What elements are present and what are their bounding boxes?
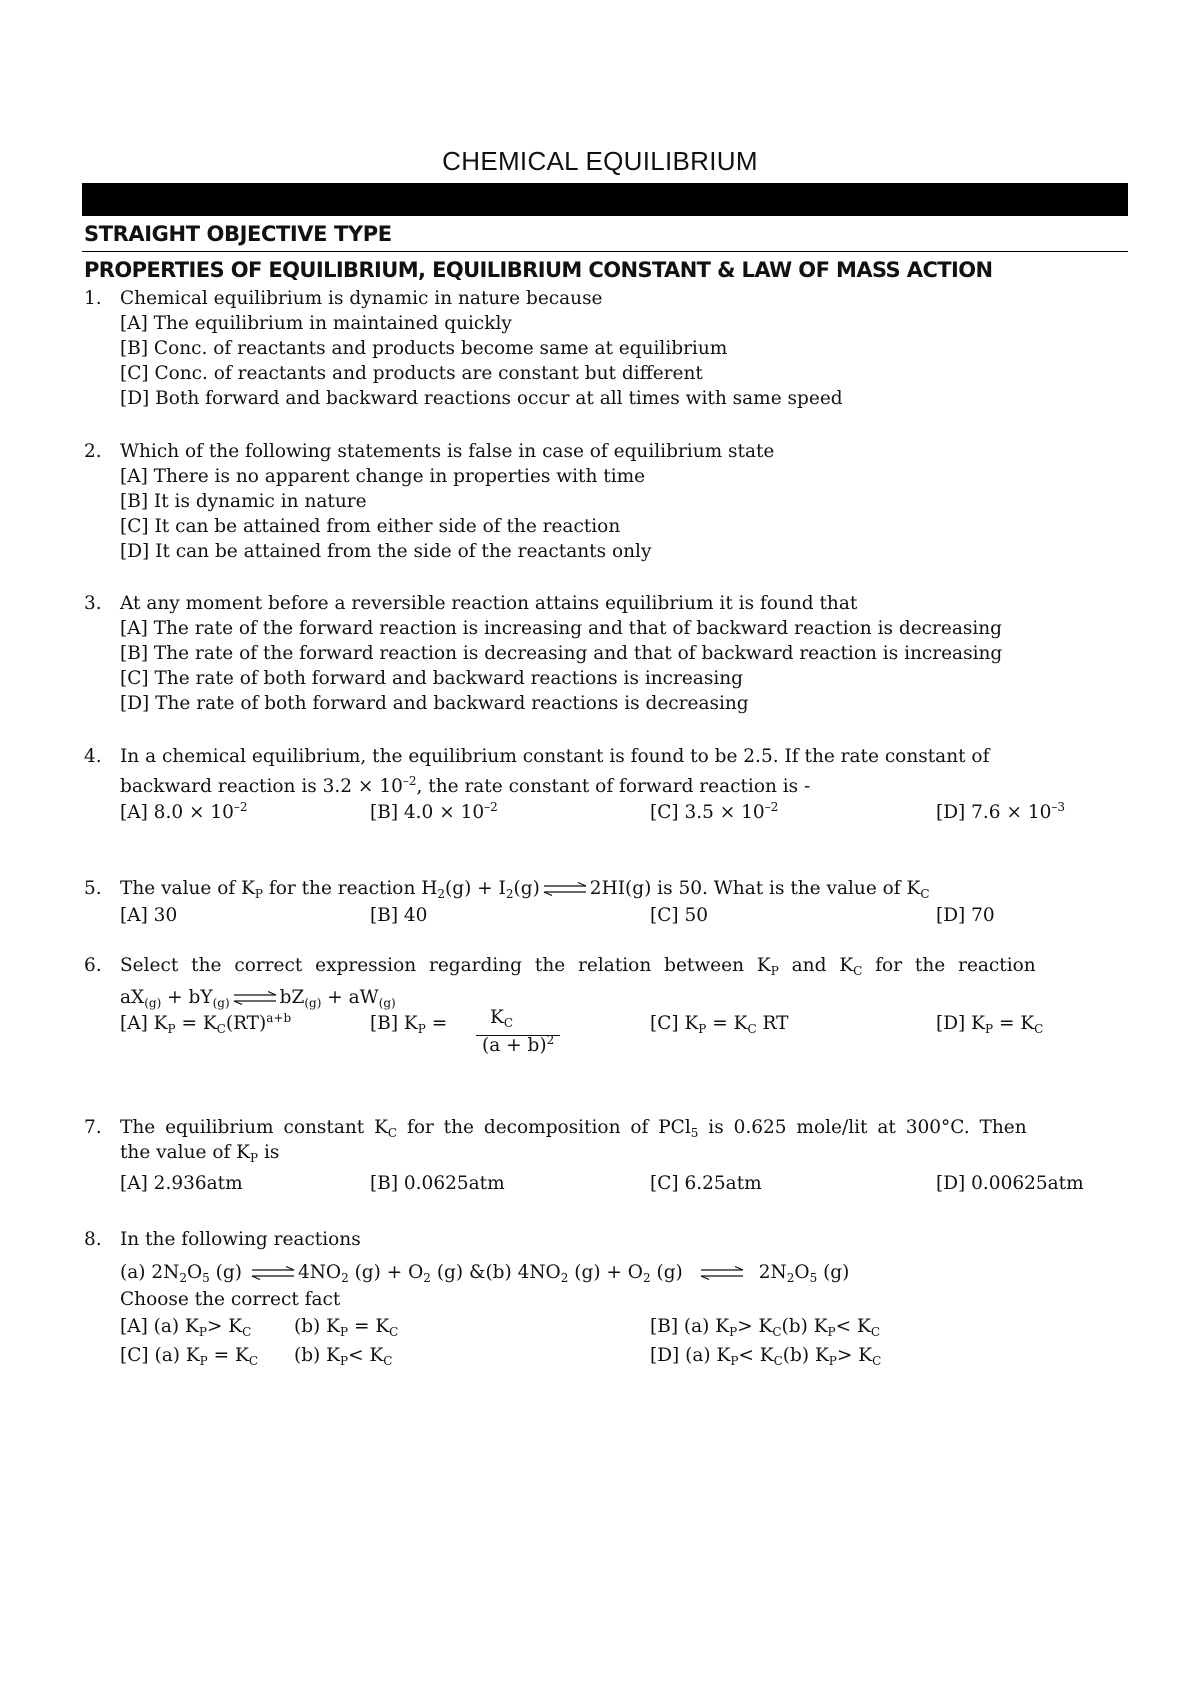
question-text: Which of the following statements is false in case of equilibrium state bbox=[120, 441, 775, 462]
question-3 bbox=[84, 591, 1130, 716]
option-b[interactable]: [B] $4.0 \times 10^{-2}$ bbox=[370, 800, 498, 823]
question-text: In the following reactions bbox=[120, 1229, 361, 1250]
option-a[interactable]: [A] There is no apparent change in properties with time bbox=[120, 466, 646, 487]
fraction-numerator: $K_C$ bbox=[490, 1007, 514, 1030]
option-a[interactable]: [A] 30 bbox=[120, 905, 178, 926]
option-a[interactable]: [A] 2.936atm bbox=[120, 1173, 243, 1194]
equilibrium-arrow-icon bbox=[250, 1266, 296, 1280]
option-d[interactable]: [D] It can be attained from the side of the reactants only bbox=[120, 541, 652, 562]
option-d[interactable]: [D] $7.6 \times 10^{-3}$ bbox=[936, 800, 1066, 823]
question-text: In a chemical equilibrium, the equilibrium constant is found to be 2.5. If the rate constant of bbox=[120, 746, 990, 767]
option-b[interactable]: [B] It is dynamic in nature bbox=[120, 491, 367, 512]
equilibrium-arrow-icon bbox=[542, 882, 588, 896]
option-c[interactable]: [C] (a) $K_P = K_C$ (b) $K_P< K_C$ bbox=[120, 1345, 393, 1368]
question-4 bbox=[84, 744, 1130, 825]
question-text: The equilibrium constant $K_C$ for the decomposition of PCl$_5$ is 0.625 mole/lit at 300°C. Then bbox=[120, 1117, 1027, 1140]
option-c[interactable]: [C] 50 bbox=[650, 905, 709, 926]
question-text-line-2: backward reaction is $3.2 \times 10^{-2}$, the rate constant of forward reaction is - bbox=[120, 774, 811, 797]
reaction-equation: $aX_{(g)} + bY_{(g)}$ $bZ_{(g)} + aW_{(g)}$ bbox=[120, 987, 396, 1010]
header-bar bbox=[82, 183, 1128, 216]
option-d[interactable]: [D] 70 bbox=[936, 905, 995, 926]
option-c[interactable]: [C] The rate of both forward and backward reactions is increasing bbox=[120, 668, 744, 689]
option-b[interactable]: [B] The rate of the forward reaction is decreasing and that of backward reaction is increasing bbox=[120, 643, 1003, 664]
question-8 bbox=[84, 1227, 1130, 1368]
question-6 bbox=[84, 953, 1130, 1065]
question-number: 5. bbox=[84, 878, 102, 899]
question-number: 6. bbox=[84, 955, 102, 976]
option-d[interactable]: [D] Both forward and backward reactions occur at all times with same speed bbox=[120, 388, 843, 409]
question-text-line-2: the value of $K_P$ is bbox=[120, 1142, 280, 1165]
option-c[interactable]: [C] $K_P = K_C$ RT bbox=[650, 1013, 789, 1036]
option-a[interactable]: [A] The equilibrium in maintained quickly bbox=[120, 313, 512, 334]
equilibrium-arrow-icon bbox=[699, 1266, 745, 1280]
option-a[interactable]: [A] $K_P = K_C(RT)^{a+b}$ bbox=[120, 1011, 292, 1036]
question-2 bbox=[84, 439, 1130, 564]
question-7 bbox=[84, 1115, 1130, 1196]
option-d[interactable]: [D] $K_P = K_C$ bbox=[936, 1013, 1044, 1036]
question-text: At any moment before a reversible reaction attains equilibrium it is found that bbox=[120, 593, 858, 614]
option-b[interactable]: [B] (a) $K_P> K_C(b)$ $K_P< K_C$ bbox=[650, 1316, 880, 1339]
question-number: 2. bbox=[84, 441, 102, 462]
section-topic-heading: PROPERTIES OF EQUILIBRIUM, EQUILIBRIUM CONSTANT & LAW OF MASS ACTION bbox=[84, 258, 993, 282]
option-a[interactable]: [A] (a) $K_P> K_C$ (b) $K_P = K_C$ bbox=[120, 1316, 399, 1339]
section-type-heading: STRAIGHT OBJECTIVE TYPE bbox=[84, 222, 392, 246]
option-d[interactable]: [D] The rate of both forward and backward reactions is decreasing bbox=[120, 693, 749, 714]
instruction-text: Choose the correct fact bbox=[120, 1289, 341, 1310]
question-5 bbox=[84, 872, 1130, 928]
option-b[interactable]: [B] Conc. of reactants and products become same at equilibrium bbox=[120, 338, 728, 359]
option-c[interactable]: [C] Conc. of reactants and products are constant but different bbox=[120, 363, 703, 384]
option-a[interactable]: [A] The rate of the forward reaction is increasing and that of backward reaction is decreasing bbox=[120, 618, 1003, 639]
question-number: 3. bbox=[84, 593, 102, 614]
reaction-equations: (a) $2N_2O_5$ (g) $4NO_2$ $(g) + O_2$ (g) &(b) $4NO_2$ $(g) + O_2$ (g) $2N_2O_5$ (g) bbox=[120, 1262, 850, 1285]
question-text: Chemical equilibrium is dynamic in nature because bbox=[120, 288, 603, 309]
section-divider bbox=[82, 251, 1128, 252]
equilibrium-arrow-icon bbox=[232, 991, 278, 1005]
option-d[interactable]: [D] 0.00625atm bbox=[936, 1173, 1084, 1194]
question-number: 7. bbox=[84, 1117, 102, 1138]
option-c[interactable]: [C] It can be attained from either side of the reaction bbox=[120, 516, 621, 537]
option-c[interactable]: [C] 6.25atm bbox=[650, 1173, 762, 1194]
option-b[interactable]: [B] 0.0625atm bbox=[370, 1173, 505, 1194]
option-a[interactable]: [A] $8.0 \times 10^{-2}$ bbox=[120, 800, 248, 823]
question-number: 1. bbox=[84, 288, 102, 309]
option-c[interactable]: [C] $3.5 \times 10^{-2}$ bbox=[650, 800, 779, 823]
page-title: CHEMICAL EQUILIBRIUM bbox=[442, 146, 758, 176]
option-b[interactable]: [B] 40 bbox=[370, 905, 428, 926]
question-number: 4. bbox=[84, 746, 102, 767]
question-text: The value of $K_P$ for the reaction $H_2(g) + I_2(g)$ 2HI(g) is 50. What is the value of $K_C$ bbox=[120, 878, 930, 901]
fraction-denominator: $(a + b)^2$ bbox=[482, 1033, 555, 1056]
option-b[interactable]: [B] $K_P$ = $K_C$ $(a + b)^2$ bbox=[370, 1011, 447, 1036]
question-number: 8. bbox=[84, 1229, 102, 1250]
question-text: Select the correct expression regarding the relation between $K_P$ and $K_C$ for the reaction bbox=[120, 955, 1036, 978]
option-d[interactable]: [D] (a) $K_P< K_C(b)$ $K_P> K_C$ bbox=[650, 1345, 882, 1368]
question-1 bbox=[84, 286, 1130, 411]
